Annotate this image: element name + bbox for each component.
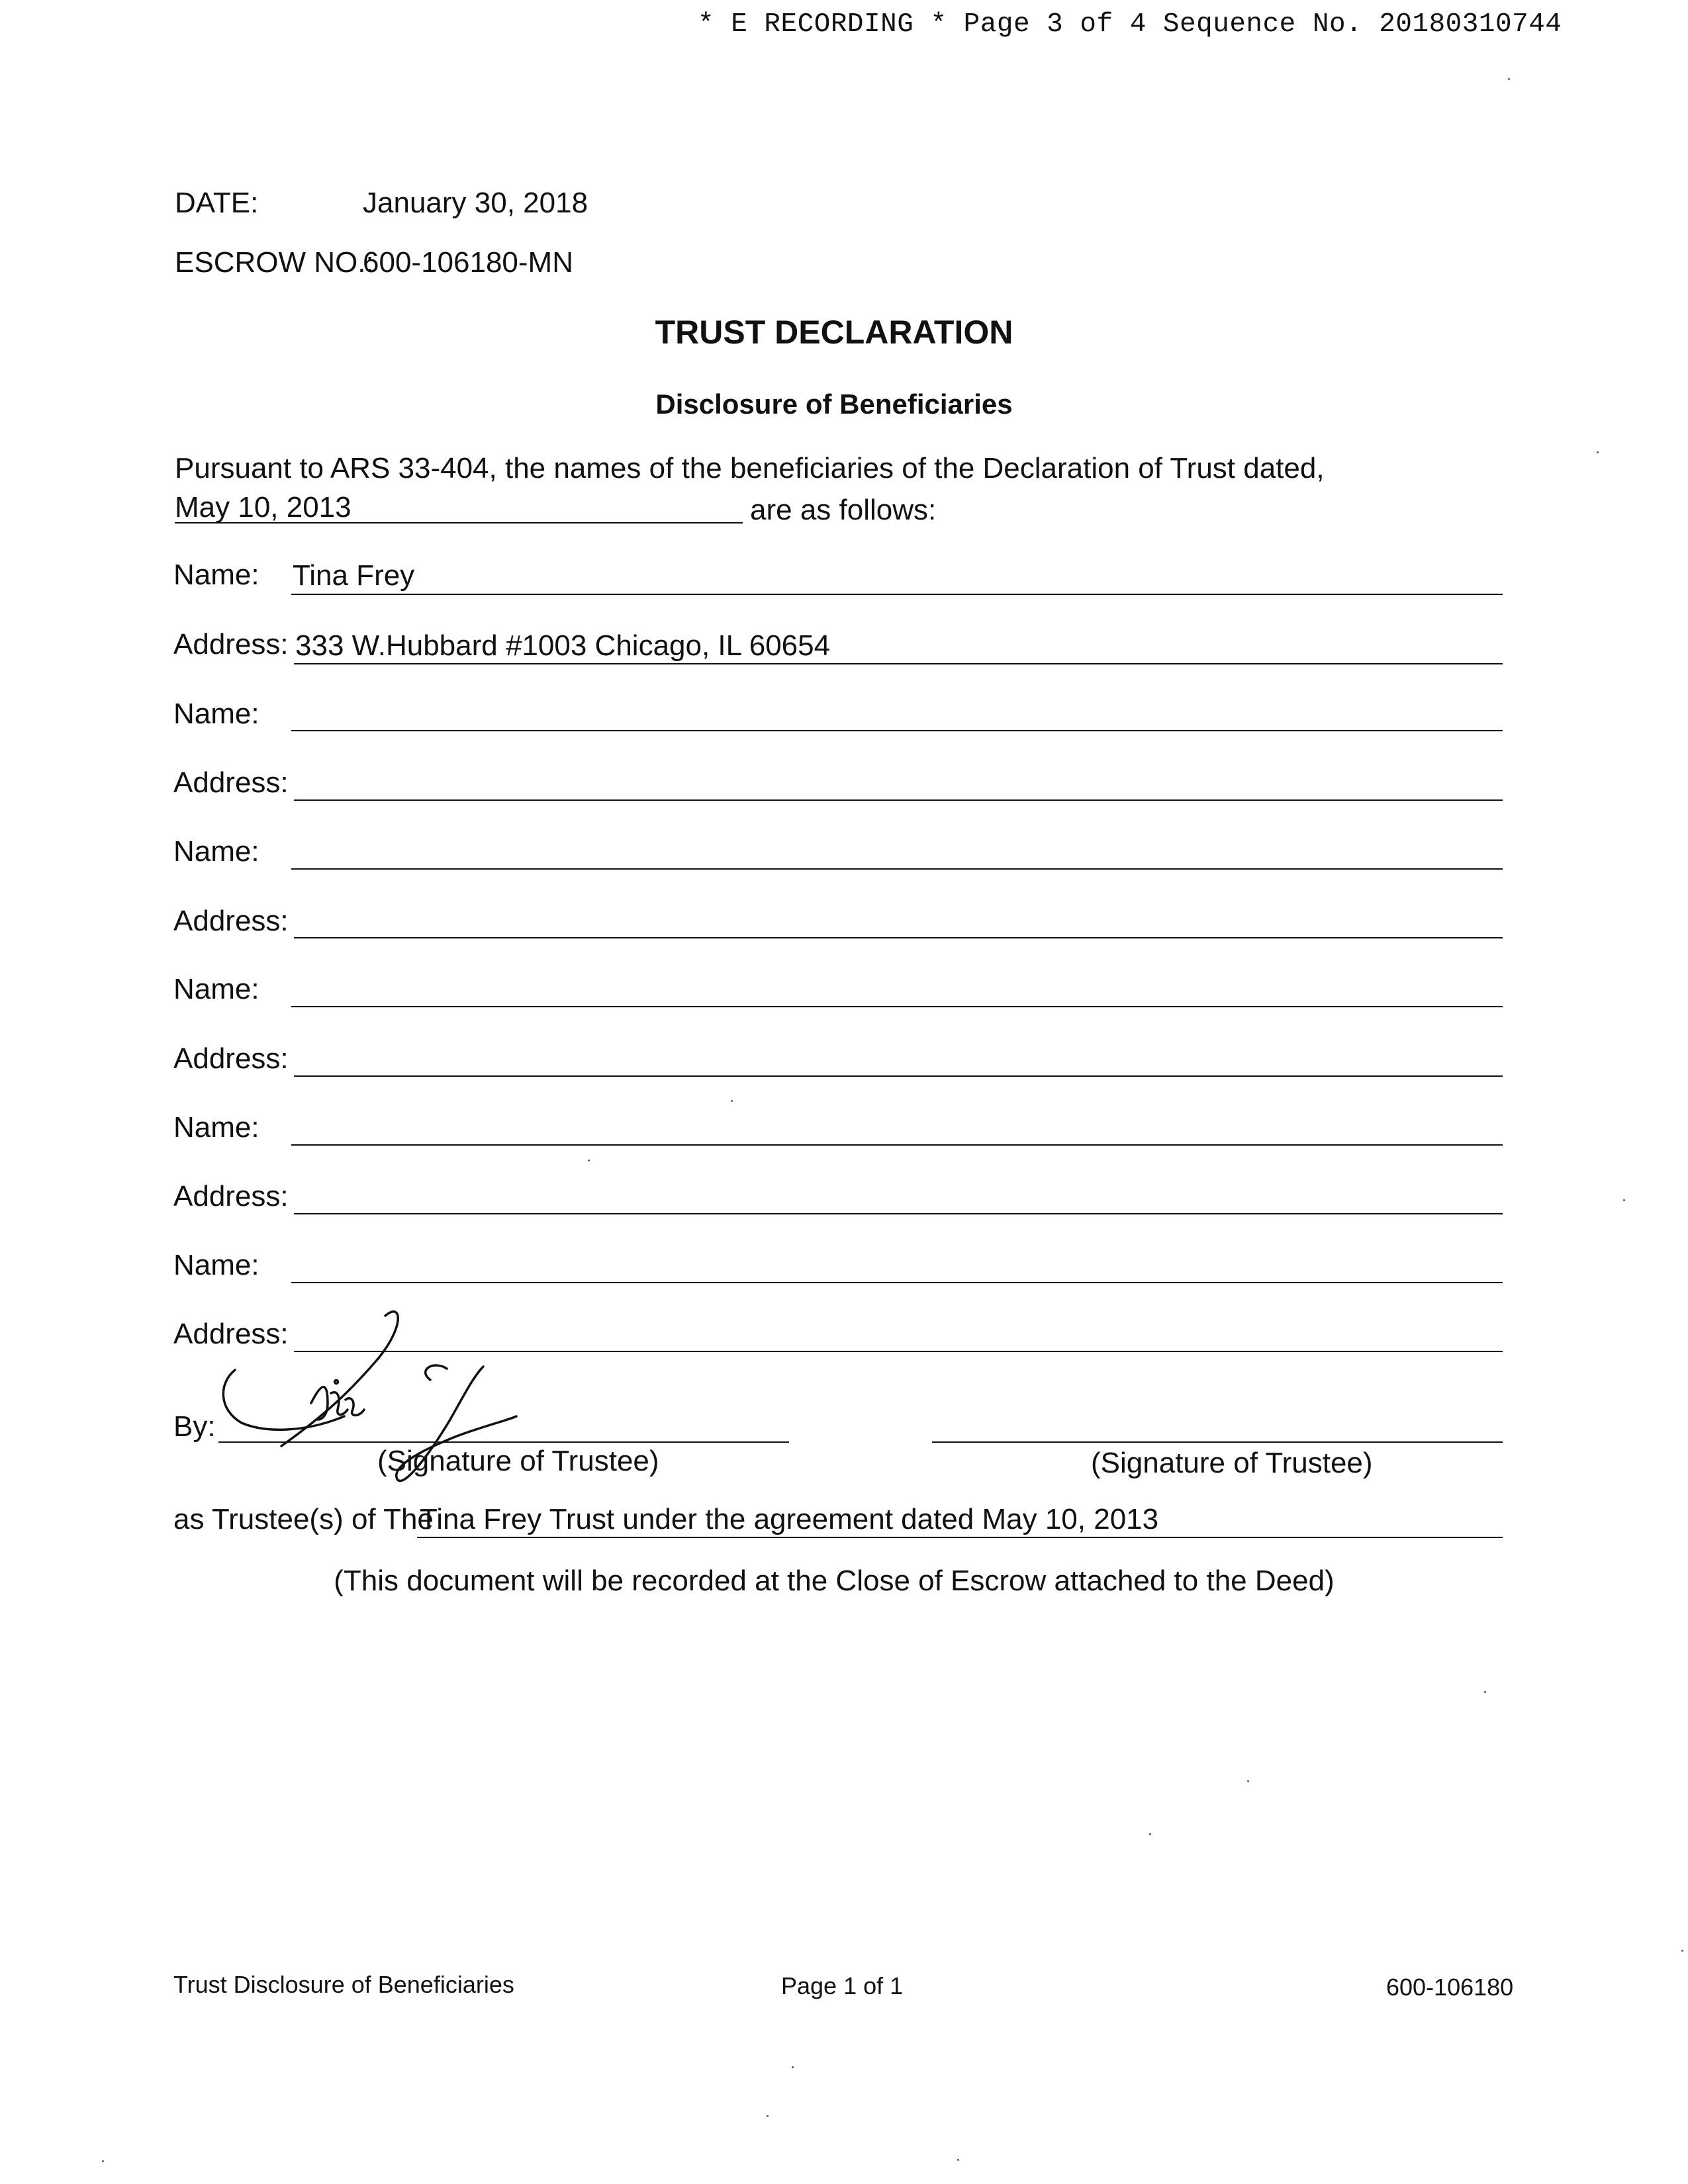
recording-note: (This document will be recorded at the Close of Escrow attached to the Deed) bbox=[334, 1565, 1335, 1597]
name-label: Name: bbox=[173, 973, 259, 1005]
document-title: TRUST DECLARATION bbox=[655, 314, 1013, 351]
name-label: Name: bbox=[173, 1249, 259, 1281]
field-underline bbox=[291, 730, 1503, 731]
beneficiary-name-field[interactable]: Tina Frey bbox=[293, 559, 415, 592]
scan-speck bbox=[792, 2066, 794, 2068]
name-label: Name: bbox=[173, 698, 259, 730]
field-underline bbox=[294, 663, 1503, 664]
field-underline bbox=[417, 1537, 1503, 1538]
name-label: Name: bbox=[173, 559, 259, 591]
field-underline bbox=[294, 799, 1503, 801]
footer-right: 600-106180 bbox=[1386, 1974, 1514, 2001]
field-underline bbox=[294, 1075, 1503, 1077]
scan-speck bbox=[957, 2159, 959, 2161]
scan-speck bbox=[1597, 451, 1599, 453]
address-label: Address: bbox=[173, 766, 289, 799]
scan-speck bbox=[1508, 78, 1510, 80]
scan-speck bbox=[1247, 1780, 1249, 1782]
by-label: By: bbox=[173, 1410, 216, 1443]
scan-speck bbox=[1681, 1950, 1683, 1952]
field-underline bbox=[291, 1282, 1503, 1283]
trustee-caption-1: (Signature of Trustee) bbox=[377, 1445, 659, 1477]
trust-name-field[interactable]: Tina Frey Trust under the agreement dated May 10, 2013 bbox=[420, 1503, 1159, 1535]
intro-text: Pursuant to ARS 33-404, the names of the beneficiaries of the Declaration of Trust dated, bbox=[175, 452, 1325, 484]
address-label: Address: bbox=[173, 905, 289, 937]
escrow-number: 600-106180-MN bbox=[363, 246, 573, 279]
address-label: Address: bbox=[173, 1318, 289, 1350]
scan-speck bbox=[102, 2160, 104, 2162]
trustee-prefix: as Trustee(s) of The bbox=[173, 1503, 434, 1535]
scan-speck bbox=[767, 2115, 769, 2117]
name-label: Name: bbox=[173, 1111, 259, 1144]
handwritten-signature bbox=[205, 1304, 549, 1502]
trust-date[interactable]: May 10, 2013 bbox=[175, 491, 352, 523]
address-label: Address: bbox=[173, 628, 289, 660]
signature-line-2[interactable] bbox=[932, 1441, 1503, 1443]
footer-left: Trust Disclosure of Beneficiaries bbox=[173, 1971, 514, 1998]
intro-suffix: are as follows: bbox=[750, 494, 937, 526]
field-underline bbox=[291, 1144, 1503, 1146]
scan-speck bbox=[588, 1160, 590, 1161]
address-label: Address: bbox=[173, 1180, 289, 1212]
scan-speck bbox=[1623, 1199, 1625, 1201]
name-label: Name: bbox=[173, 835, 259, 868]
field-underline bbox=[291, 594, 1503, 595]
address-label: Address: bbox=[173, 1042, 289, 1075]
scan-speck bbox=[1484, 1691, 1486, 1693]
field-underline bbox=[294, 937, 1503, 938]
document-subtitle: Disclosure of Beneficiaries bbox=[655, 388, 1013, 420]
beneficiary-address-field[interactable]: 333 W.Hubbard #1003 Chicago, IL 60654 bbox=[295, 629, 831, 662]
trust-date-line bbox=[175, 522, 743, 523]
footer-page-number: Page 1 of 1 bbox=[781, 1972, 904, 1999]
date-label: DATE: bbox=[175, 187, 259, 219]
scan-speck bbox=[731, 1100, 733, 1102]
date-value: January 30, 2018 bbox=[363, 187, 588, 219]
field-underline bbox=[291, 1006, 1503, 1007]
recording-stamp: * E RECORDING * Page 3 of 4 Sequence No. 20180310744 bbox=[698, 9, 1562, 40]
escrow-label: ESCROW NO.: bbox=[175, 246, 374, 279]
field-underline bbox=[294, 1213, 1503, 1214]
field-underline bbox=[291, 868, 1503, 870]
trustee-caption-2: (Signature of Trustee) bbox=[1091, 1447, 1373, 1479]
scan-speck bbox=[1149, 1833, 1151, 1835]
